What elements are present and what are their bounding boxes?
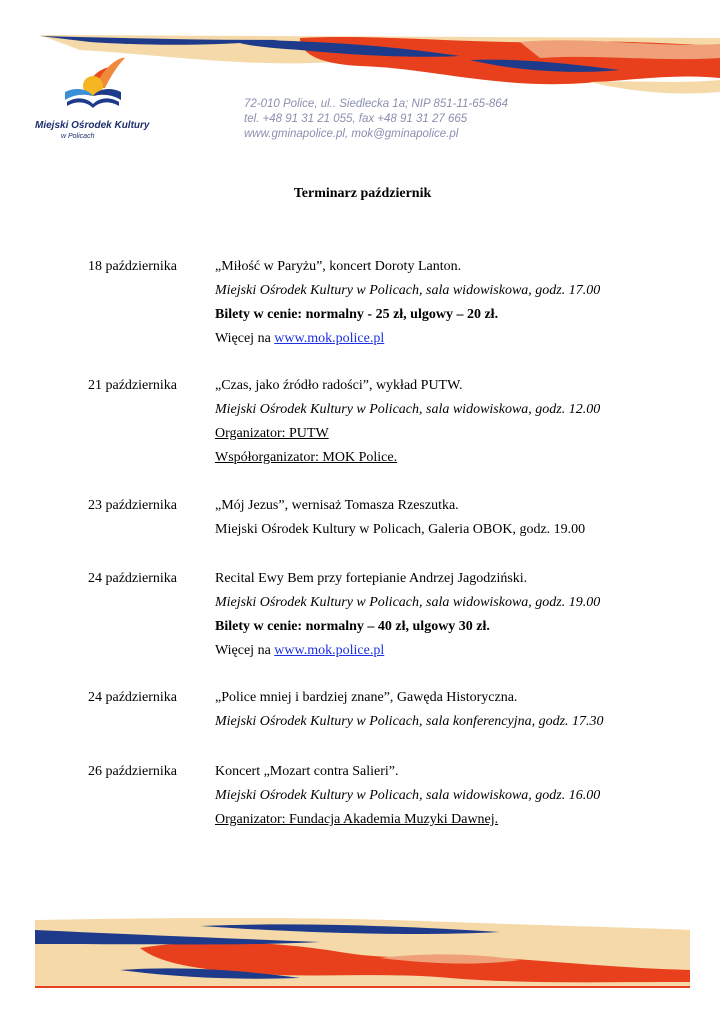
event-tickets: Bilety w cenie: normalny - 25 zł, ulgowy – 20 zł. bbox=[215, 307, 499, 322]
logo-name: Miejski Ośrodek Kultury bbox=[35, 120, 150, 131]
event-venue: Miejski Ośrodek Kultury w Policach, Galeria OBOK, godz. 19.00 bbox=[215, 522, 586, 537]
logo-subtitle: w Policach bbox=[61, 133, 95, 140]
more-info-label: Więcej na bbox=[215, 643, 275, 658]
event-link[interactable]: www.mok.police.pl bbox=[274, 643, 385, 658]
event-more-info bbox=[215, 643, 384, 659]
event-link[interactable]: www.mok.police.pl bbox=[274, 331, 385, 346]
event-date: 24 października bbox=[88, 571, 178, 586]
event-title: Koncert „Mozart contra Salieri”. bbox=[215, 764, 399, 779]
event-title: „Miłość w Paryżu”, koncert Doroty Lanton. bbox=[215, 259, 462, 274]
more-info-label: Więcej na bbox=[215, 331, 275, 346]
address-line: 72-010 Police, ul.. Siedlecka 1a; NIP 851-11-65-864 bbox=[244, 98, 509, 110]
event-title: „Czas, jako źródło radości”, wykład PUTW. bbox=[215, 378, 463, 393]
phone-line: tel. +48 91 31 21 055, fax +48 91 31 27 665 bbox=[244, 113, 468, 125]
footer-wave-decoration bbox=[0, 908, 725, 993]
event-tickets: Bilety w cenie: normalny – 40 zł, ulgowy 30 zł. bbox=[215, 619, 490, 634]
event-more-info bbox=[215, 331, 384, 347]
event-date: 23 października bbox=[88, 498, 178, 513]
event-date: 24 października bbox=[88, 690, 178, 705]
event-date: 18 października bbox=[88, 259, 178, 274]
page-title: Terminarz październik bbox=[293, 186, 432, 201]
logo-book-icon bbox=[55, 50, 130, 120]
event-coorganizer: Współorganizator: MOK Police. bbox=[215, 450, 398, 465]
contact-block bbox=[244, 97, 508, 142]
event-organizer: Organizator: PUTW bbox=[215, 426, 329, 441]
event-venue: Miejski Ośrodek Kultury w Policach, sala widowiskowa, godz. 19.00 bbox=[215, 595, 601, 610]
event-date: 21 października bbox=[88, 378, 178, 393]
logo bbox=[35, 50, 150, 145]
event-venue: Miejski Ośrodek Kultury w Policach, sala konferencyjna, godz. 17.30 bbox=[215, 714, 604, 729]
event-title: Recital Ewy Bem przy fortepianie Andrzej Jagodziński. bbox=[215, 571, 528, 586]
event-venue: Miejski Ośrodek Kultury w Policach, sala widowiskowa, godz. 17.00 bbox=[215, 283, 601, 298]
event-organizer: Organizator: Fundacja Akademia Muzyki Dawnej. bbox=[215, 812, 499, 827]
event-date: 26 października bbox=[88, 764, 178, 779]
event-venue: Miejski Ośrodek Kultury w Policach, sala widowiskowa, godz. 16.00 bbox=[215, 788, 601, 803]
event-title: „Mój Jezus”, wernisaż Tomasza Rzeszutka. bbox=[215, 498, 459, 513]
web-email-line: www.gminapolice.pl, mok@gminapolice.pl bbox=[244, 128, 459, 140]
event-title: „Police mniej i bardziej znane”, Gawęda Historyczna. bbox=[215, 690, 518, 705]
event-venue: Miejski Ośrodek Kultury w Policach, sala widowiskowa, godz. 12.00 bbox=[215, 402, 601, 417]
